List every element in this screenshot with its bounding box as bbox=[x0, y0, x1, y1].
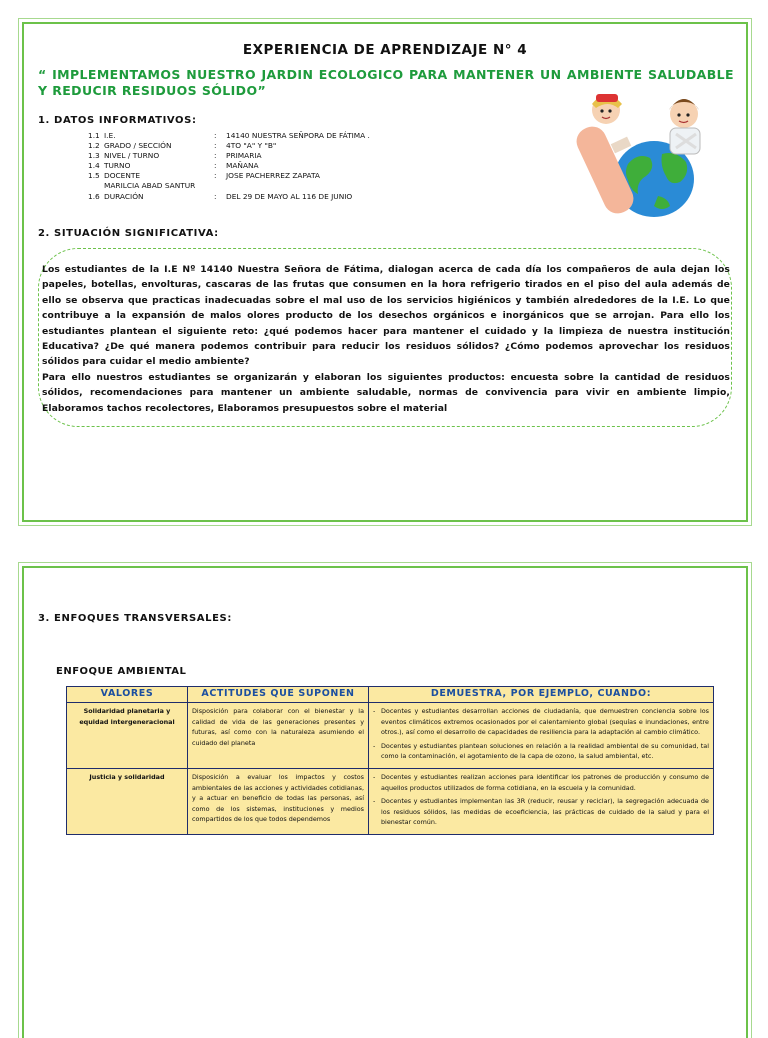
info-row: 1.2 GRADO / SECCIÓN : 4TO "A" Y "B" bbox=[88, 141, 277, 151]
values-table bbox=[66, 686, 714, 835]
header-valores: VALORES bbox=[67, 687, 188, 703]
table-row bbox=[67, 768, 714, 834]
list-item: - Docentes y estudiantes desarrollan acciones de ciudadanía, que demuestren conciencia sobre los eventos climáticos extremos ocasionados por el calentamiento global (sequías e inundaciones, entre otros.), así como el desarrollo de capacidades de resiliencia para la adaptación al cambio climático. bbox=[381, 706, 709, 738]
situation-paragraph-2: Para ello nuestros estudiantes se organizarán y elaboran los siguientes productos: encuesta sobre la cantidad de residuos sólidos, recomendaciones para mantener un ambiente saludable, normas de convivencia para vivir en ambiente limpio, Elaboramos tachos recolectores, Elaboramos presupuestos sobre el material bbox=[42, 371, 730, 414]
list-item: - Docentes y estudiantes implementan las 3R (reducir, reusar y reciclar), la segregación adecuada de los residuos sólidos, las medidas de ecoeficiencia, las prácticas de cuidado de la salud y para el bienestar común. bbox=[381, 796, 709, 828]
page-two bbox=[22, 566, 748, 1038]
document-title: EXPERIENCIA DE APRENDIZAJE N° 4 bbox=[242, 42, 528, 58]
section-situacion-significativa: 2. SITUACIÓN SIGNIFICATIVA: bbox=[38, 228, 219, 239]
section-datos-informativos: 1. DATOS INFORMATIVOS: bbox=[38, 115, 197, 126]
enfoque-ambiental-heading: ENFOQUE AMBIENTAL bbox=[56, 666, 187, 677]
list-item: - Docentes y estudiantes realizan acciones para identificar los patrones de producción y consumo de aquellos productos utilizados de forma cotidiana, en la escuela y la comunidad. bbox=[381, 772, 709, 793]
experience-subtitle: “ IMPLEMENTAMOS NUESTRO JARDIN ECOLOGICO PARA MANTENER UN AMBIENTE SALUDABLE Y REDUCIR RESIDUOS SÓLIDO” bbox=[38, 67, 734, 98]
info-list bbox=[88, 131, 370, 202]
valor-cell: Justicia y solidaridad bbox=[67, 768, 188, 834]
ejemplos-cell bbox=[369, 768, 714, 834]
header-actitudes: ACTITUDES QUE SUPONEN bbox=[188, 687, 369, 703]
situation-text bbox=[42, 262, 730, 416]
info-row: 1.3 NIVEL / TURNO : PRIMARIA bbox=[88, 151, 262, 161]
header-demuestra: DEMUESTRA, POR EJEMPLO, CUANDO: bbox=[369, 687, 714, 703]
kids-earth-illustration bbox=[572, 84, 722, 224]
page-one bbox=[22, 22, 748, 522]
table-row bbox=[67, 703, 714, 769]
actitud-cell: Disposición a evaluar los impactos y costos ambientales de las acciones y actividades cotidianas, y a actuar en beneficio de todas las personas, así como de los sistemas, instituciones y medios compartidos de los que todos dependemos bbox=[188, 768, 369, 834]
section-enfoques-transversales: 3. ENFOQUES TRANSVERSALES: bbox=[38, 613, 232, 624]
info-row: 1.5 DOCENTE : JOSE PACHERREZ ZAPATA bbox=[88, 171, 320, 181]
info-row: 1.6 DURACIÓN : DEL 29 DE MAYO AL 116 DE JUNIO bbox=[88, 191, 353, 201]
info-row: MARILCIA ABAD SANTUR bbox=[104, 181, 196, 191]
table-header-row bbox=[67, 687, 714, 703]
list-item: - Docentes y estudiantes plantean soluciones en relación a la realidad ambiental de su comunidad, tal como la contaminación, el agotamiento de la capa de ozono, la salud ambiental, etc. bbox=[381, 741, 709, 762]
situation-paragraph-1: Los estudiantes de la I.E Nº 14140 Nuestra Señora de Fátima, dialogan acerca de cada día los compañeros de aula dejan los papeles, botellas, envolturas, cascaras de las frutas que consumen en la hora refrigerio tirados en el piso del aula además de ello se observa que practicas inadecuadas sobre el mal uso de los servicios higiénicos y también alrededores de la I.E. Lo que contribuye a la expansión de malos olores producto de los desechos orgánicos e inorgánicos que se arrojan. Para ello los estudiantes plantean el siguiente reto: ¿qué podemos hacer para mantener el cuidado y la limpieza de nuestra institución Educativa? ¿De qué manera podemos contribuir para reducir los residuos sólidos? ¿Cómo podemos aprovechar los residuos sólidos para cuidar el medio ambiente? bbox=[42, 264, 730, 368]
valor-cell: Solidaridad planetaria y equidad intergeneracional bbox=[67, 703, 188, 769]
info-row: 1.1 I.E. : 14140 NUESTRA SEÑPORA DE FÁTIMA . bbox=[88, 131, 370, 140]
info-row: 1.4 TURNO : MAÑANA bbox=[88, 161, 259, 171]
actitud-cell: Disposición para colaborar con el bienestar y la calidad de vida de las generaciones presentes y futuras, así como con la naturaleza asumiendo el cuidado del planeta bbox=[188, 703, 369, 769]
ejemplos-cell bbox=[369, 703, 714, 769]
